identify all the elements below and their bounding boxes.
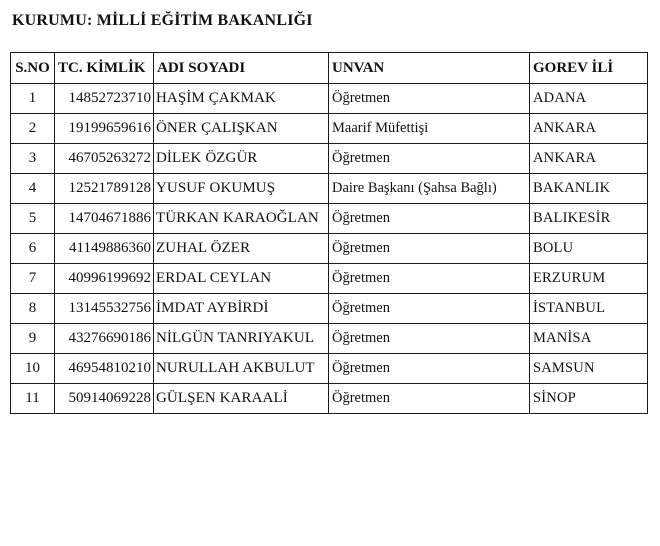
cell-name: GÜLŞEN KARAALİ [154,384,329,414]
cell-name: YUSUF OKUMUŞ [154,174,329,204]
cell-sno: 4 [11,174,55,204]
cell-sno: 10 [11,354,55,384]
table-row [11,84,648,114]
cell-unvan: Daire Başkanı (Şahsa Bağlı) [329,174,530,204]
table-row [11,174,648,204]
cell-unvan: Maarif Müfettişi [329,114,530,144]
column-header-unvan: UNVAN [329,53,530,84]
cell-name: İMDAT AYBİRDİ [154,294,329,324]
table-row [11,144,648,174]
cell-city: İSTANBUL [530,294,648,324]
cell-unvan: Öğretmen [329,384,530,414]
cell-tc: 14704671886 [55,204,154,234]
cell-tc: 19199659616 [55,114,154,144]
table-row [11,354,648,384]
cell-name: ZUHAL ÖZER [154,234,329,264]
table-row [11,294,648,324]
cell-tc: 40996199692 [55,264,154,294]
cell-sno: 2 [11,114,55,144]
cell-city: ERZURUM [530,264,648,294]
cell-name: HAŞİM ÇAKMAK [154,84,329,114]
cell-city: BOLU [530,234,648,264]
cell-unvan: Öğretmen [329,264,530,294]
cell-sno: 7 [11,264,55,294]
cell-city: SAMSUN [530,354,648,384]
cell-city: ADANA [530,84,648,114]
cell-city: ANKARA [530,144,648,174]
cell-name: DİLEK ÖZGÜR [154,144,329,174]
cell-name: NİLGÜN TANRIYAKUL [154,324,329,354]
cell-tc: 43276690186 [55,324,154,354]
cell-tc: 12521789128 [55,174,154,204]
column-header-city: GOREV İLİ [530,53,648,84]
cell-city: BAKANLIK [530,174,648,204]
table-row [11,384,648,414]
table-row [11,234,648,264]
personnel-table [10,52,648,414]
cell-sno: 1 [11,84,55,114]
cell-sno: 11 [11,384,55,414]
table-row [11,324,648,354]
cell-sno: 9 [11,324,55,354]
cell-unvan: Öğretmen [329,294,530,324]
table-row [11,204,648,234]
cell-unvan: Öğretmen [329,84,530,114]
cell-city: BALIKESİR [530,204,648,234]
cell-tc: 14852723710 [55,84,154,114]
cell-name: ERDAL CEYLAN [154,264,329,294]
cell-tc: 41149886360 [55,234,154,264]
cell-name: NURULLAH AKBULUT [154,354,329,384]
cell-name: TÜRKAN KARAOĞLAN [154,204,329,234]
cell-city: ANKARA [530,114,648,144]
page-title: KURUMU: MİLLİ EĞİTİM BAKANLIĞI [12,12,313,29]
cell-tc: 46705263272 [55,144,154,174]
cell-unvan: Öğretmen [329,324,530,354]
cell-unvan: Öğretmen [329,234,530,264]
table-row [11,264,648,294]
cell-tc: 46954810210 [55,354,154,384]
column-header-name: ADI SOYADI [154,53,329,84]
cell-tc: 50914069228 [55,384,154,414]
cell-unvan: Öğretmen [329,204,530,234]
table-row [11,114,648,144]
column-header-sno: S.NO [11,53,55,84]
cell-sno: 6 [11,234,55,264]
cell-unvan: Öğretmen [329,354,530,384]
table-header-row [11,53,648,84]
cell-city: SİNOP [530,384,648,414]
cell-sno: 3 [11,144,55,174]
cell-city: MANİSA [530,324,648,354]
cell-unvan: Öğretmen [329,144,530,174]
cell-sno: 5 [11,204,55,234]
cell-name: ÖNER ÇALIŞKAN [154,114,329,144]
cell-sno: 8 [11,294,55,324]
column-header-tc: TC. KİMLİK [55,53,154,84]
cell-tc: 13145532756 [55,294,154,324]
